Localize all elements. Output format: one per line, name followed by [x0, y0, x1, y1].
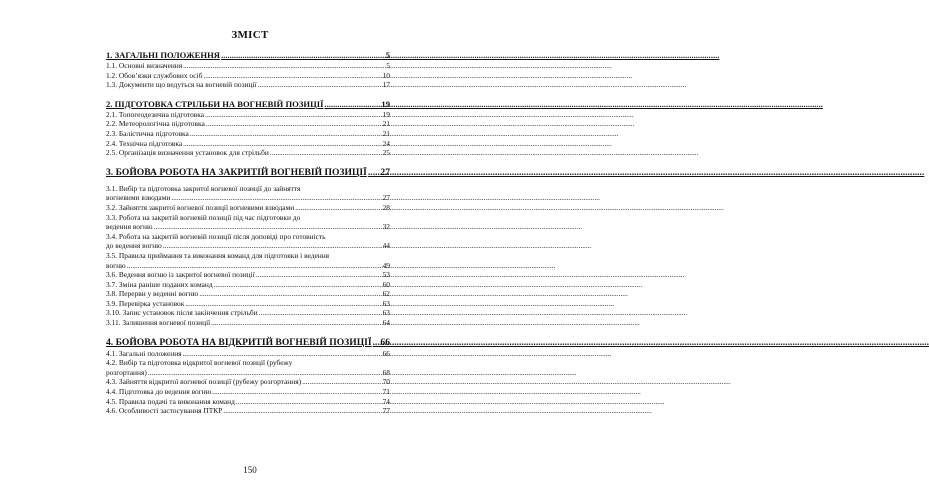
toc-item-4-1[interactable]: [106, 349, 390, 359]
page-title: ЗМІСТ: [231, 29, 269, 41]
dot-leader: [203, 71, 381, 81]
toc-item-label: 2.1. Топогеодезична підготовка: [106, 109, 205, 119]
toc-page-number: 27: [382, 193, 390, 203]
toc-page-number: 32: [382, 222, 390, 232]
section-spacer: [106, 158, 390, 167]
section-spacer: [106, 328, 390, 337]
toc-item-3-8[interactable]: [106, 289, 390, 299]
dot-leader: [221, 50, 385, 61]
toc-item-1-2[interactable]: [106, 71, 390, 81]
dot-leader: [302, 377, 382, 387]
dot-leader: [153, 222, 381, 232]
toc-page-number: 19: [381, 98, 390, 109]
toc-item-2-4[interactable]: [106, 139, 390, 149]
toc-page-number: 27: [380, 166, 390, 178]
toc-item-3-5[interactable]: [106, 251, 390, 270]
toc-item-label: 4.1. Загальні положення: [106, 348, 182, 358]
toc-item-label: 3.10. Запис установок після закінчення стрільби: [106, 308, 258, 318]
toc-chapter-label: 4. БОЙОВА РОБОТА НА ВІДКРИТІЙ ВОГНЕВІЙ ПОЗИЦІЇ: [106, 336, 372, 348]
dot-leader: [259, 308, 382, 318]
dot-leader: [183, 349, 382, 359]
dot-leader: [185, 299, 381, 309]
toc-page-number: 44: [382, 241, 390, 251]
dot-leader: [214, 280, 382, 290]
toc-page-number: 71: [382, 387, 390, 397]
dot-leader: [368, 167, 380, 179]
toc-item-label: 2.3. Балістична підготовка: [106, 128, 189, 138]
toc-page-number: 70: [382, 377, 390, 387]
toc-item-4-4[interactable]: [106, 387, 390, 397]
toc-item-label-line1: 3.3. Робота на закритій вогневій позиції під час підготовки до: [106, 212, 301, 222]
toc-page-number: 53: [382, 270, 390, 280]
toc-item-4-2[interactable]: [106, 358, 390, 377]
toc-page-number: 62: [382, 289, 390, 299]
toc-item-3-11[interactable]: [106, 318, 390, 328]
toc-item-label: 1.1. Основні визначення: [106, 61, 183, 70]
toc-page-number: 5: [385, 50, 390, 60]
toc-item-label: 2.4. Технічна підготовка: [106, 138, 183, 148]
toc-item-label: 1.2. Обов’язки службових осіб: [106, 70, 203, 80]
dot-leader: [223, 406, 381, 416]
toc-item-label: 3.7. Зміна раніше поданих команд: [106, 279, 213, 289]
toc-chapter-1[interactable]: [106, 50, 390, 61]
toc-item-4-3[interactable]: [106, 377, 390, 387]
toc-item-3-9[interactable]: [106, 299, 390, 309]
dot-leader: [171, 193, 381, 203]
toc-item-label: 2.5. Організація визначення установок для стрільби: [106, 148, 269, 158]
toc-item-2-3[interactable]: [106, 129, 390, 139]
dot-leader: [236, 397, 382, 407]
toc-item-1-1[interactable]: [106, 61, 390, 71]
toc-page-number: 21: [382, 128, 390, 138]
toc-page-number: 21: [382, 119, 390, 129]
toc-page-number: 64: [382, 318, 390, 328]
toc-item-2-2[interactable]: [106, 119, 390, 129]
toc-page-number: 25: [382, 148, 390, 158]
toc-item-3-2[interactable]: [106, 203, 390, 213]
dot-leader: [256, 270, 382, 280]
toc-item-4-5[interactable]: [106, 397, 390, 407]
dot-leader: [324, 99, 380, 110]
dot-leader: [206, 119, 382, 129]
toc-item-label: 3.11. Залишення вогневої позиції: [106, 318, 211, 328]
dot-leader: [163, 241, 382, 251]
dot-leader: [183, 61, 385, 71]
toc-item-label: 3.2. Зайняття закритої вогневої позиції вогневими взводами: [106, 202, 295, 212]
toc-chapter-label: 2. ПІДГОТОВКА СТРІЛЬБИ НА ВОГНЕВІЙ ПОЗИЦІЇ: [106, 98, 324, 109]
toc-item-label: 2.2. Метеорологічна підготовка: [106, 119, 205, 129]
toc-page-number: 10: [382, 70, 390, 80]
toc-item-label: 3.6. Ведення вогню із закритої вогневої позиції: [106, 270, 255, 280]
toc-item-label: до ведення вогню: [106, 241, 162, 251]
dot-leader: [258, 80, 382, 90]
toc-item-label: 3.9. Перевірка установок: [106, 298, 185, 308]
toc-chapter-label: 3. БОЙОВА РОБОТА НА ЗАКРИТІЙ ВОГНЕВІЙ ПОЗИЦІЇ: [106, 166, 367, 178]
toc-item-3-6[interactable]: [106, 270, 390, 280]
toc-item-4-6[interactable]: [106, 406, 390, 416]
toc-page-number: 28: [382, 202, 390, 212]
section-spacer: [106, 90, 390, 99]
toc-item-3-10[interactable]: [106, 308, 390, 318]
toc-item-2-1[interactable]: [106, 110, 390, 120]
toc-chapter-3[interactable]: [106, 167, 390, 179]
toc-chapter-2[interactable]: [106, 99, 390, 110]
dot-leader: [148, 368, 382, 378]
dot-leader: [211, 318, 381, 328]
toc-item-label-line1: 3.4. Робота на закритій вогневій позиції після доповіді про готовність: [106, 231, 326, 241]
toc-page-number: 74: [382, 396, 390, 406]
dot-leader: [295, 203, 381, 213]
dot-leader: [205, 110, 382, 120]
toc-item-label: 1.3. Документи що ведуться на вогневій позиції: [106, 80, 257, 90]
toc-item-1-3[interactable]: [106, 80, 390, 90]
toc-item-2-5[interactable]: [106, 148, 390, 158]
toc-page-number: 19: [382, 109, 390, 119]
toc-item-label: вогневими взводами: [106, 193, 171, 203]
toc-chapter-4[interactable]: [106, 337, 390, 349]
toc-page-number: 5: [386, 61, 390, 70]
toc-page-number: 17: [382, 80, 390, 90]
toc-page-number: 49: [382, 260, 390, 270]
toc-item-label-line1: 4.2. Вибір та підготовка відкритої вогневої позиції (рубежу: [106, 358, 293, 368]
toc-item-3-3[interactable]: [106, 213, 390, 232]
toc-item-label: 4.4. Підготовка до ведення вогню: [106, 387, 212, 397]
toc-item-label-line1: 3.1. Вибір та підготовка закритої вогневої позиції до зайняття: [106, 183, 301, 193]
page-number-footer: 150: [243, 465, 257, 475]
toc-item-label: 4.3. Зайняття відкритої вогневої позиції (рубежу розгортання): [106, 377, 302, 387]
dot-leader: [199, 289, 381, 299]
toc-item-3-7[interactable]: [106, 280, 390, 290]
dot-leader: [190, 129, 382, 139]
toc-item-label: вогню: [106, 260, 126, 270]
dot-leader: [183, 139, 381, 149]
toc-page-number: 60: [382, 279, 390, 289]
toc-item-label: 3.8. Перерви у веденні вогню: [106, 289, 199, 299]
toc-item-label: розгортання): [106, 367, 147, 377]
dot-leader: [212, 387, 381, 397]
dot-leader: [127, 261, 382, 271]
toc-chapter-label: 1. ЗАГАЛЬНІ ПОЛОЖЕННЯ: [106, 50, 220, 60]
toc-page-number: 63: [382, 308, 390, 318]
table-of-contents: [106, 50, 390, 416]
toc-item-label-line1: 3.5. Правила приймання та виконання команд для підготовки і ведення: [106, 250, 330, 260]
toc-page-number: 66: [380, 336, 390, 348]
toc-item-label: 4.6. Особливості застосування ПТКР: [106, 406, 223, 416]
dot-leader: [373, 337, 380, 349]
toc-item-3-4[interactable]: [106, 232, 390, 251]
toc-item-3-1[interactable]: [106, 184, 390, 203]
toc-page-number: 63: [382, 298, 390, 308]
toc-item-label: ведення вогню: [106, 222, 153, 232]
toc-page-number: 77: [382, 406, 390, 416]
toc-page-number: 68: [382, 367, 390, 377]
toc-page-number: 66: [382, 348, 390, 358]
dot-leader: [270, 148, 382, 158]
toc-item-label: 4.5. Правила подачі та виконання команд: [106, 396, 235, 406]
toc-page-number: 24: [382, 138, 390, 148]
